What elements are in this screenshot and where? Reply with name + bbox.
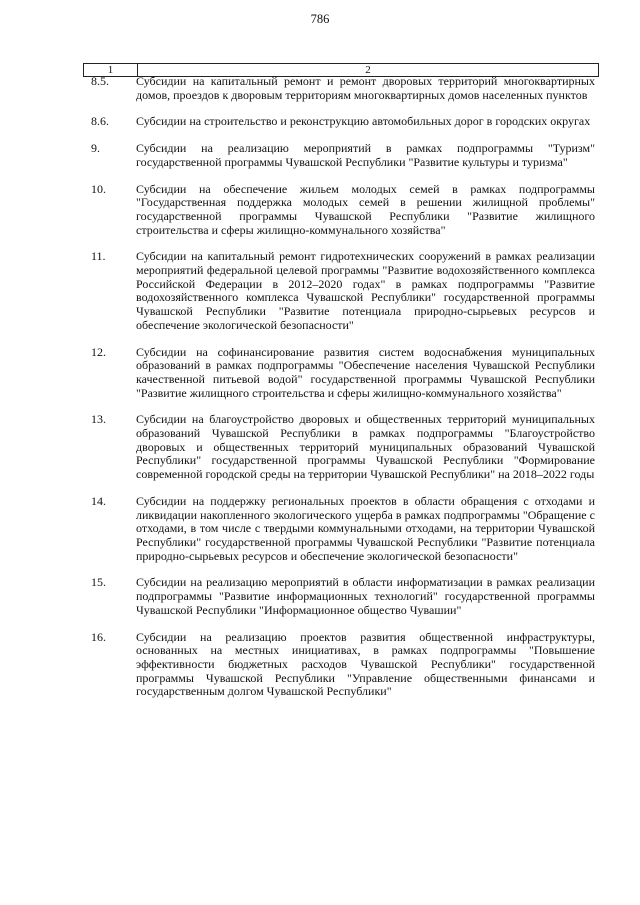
row-text: Субсидии на капитальный ремонт и ремонт дворовых территорий многоквартирных домов, проездов к дворовым территориям многоквартирных домов населенных пунктов bbox=[136, 74, 595, 102]
table-row bbox=[83, 346, 597, 401]
row-number: 11. bbox=[91, 249, 106, 264]
row-text: Субсидии на софинансирование развития систем водоснабжения муниципальных образований в рамках подпрограммы "Обеспечение населения Чувашской Республики качественной питьевой водой" государственной программы Чувашской Республики "Развитие жилищного строительства и сферы жилищно-коммунального хозяйства" bbox=[136, 344, 595, 400]
row-text: Субсидии на поддержку региональных проектов в области обращения с отходами и ликвидации накопленного экологического ущерба в рамках подпрограммы "Обращение с отходами, в том числе с твердыми коммунальными отходами, на территории Чувашской Республики" государственной программы Чувашской Республики "Развитие потенциала природно-сырьевых ресурсов и обеспечение экологической безопасности" bbox=[136, 493, 595, 563]
row-number: 14. bbox=[91, 493, 106, 508]
row-text: Субсидии на капитальный ремонт гидротехнических сооружений в рамках реализации мероприятий федеральной целевой программы "Развитие водохозяйственного комплекса Российской Федерации в 2012–2020 годах" в рамках подпрограммы "Развитие водохозяйственного комплекса Чувашской Республики" государственной программы Чувашской Республики "Развитие потенциала природно-сырьевых ресурсов и обеспечение экологической безопасности" bbox=[136, 249, 595, 332]
row-number: 12. bbox=[91, 344, 106, 359]
row-text: Субсидии на строительство и реконструкцию автомобильных дорог в городских округах bbox=[136, 114, 591, 129]
header-col-1: 1 bbox=[84, 64, 138, 76]
table-row bbox=[83, 495, 597, 564]
header-col-2: 2 bbox=[365, 64, 371, 76]
table-row bbox=[83, 183, 597, 238]
row-number: 16. bbox=[91, 629, 106, 644]
table-row bbox=[83, 631, 597, 700]
row-text: Субсидии на реализацию мероприятий в рамках подпрограммы "Туризм" государственной программы Чувашской Республики "Развитие культуры и туризма" bbox=[136, 141, 595, 169]
row-text: Субсидии на благоустройство дворовых и общественных территорий муниципальных образований Чувашской Республики в рамках подпрограммы "Благоустройство дворовых и общественных территорий муниципальных образований Чувашской Республики" государственной программы Чувашской Республики "Формирование современной городской среды на территории Чувашской Республики" на 2018–2022 годы bbox=[136, 412, 595, 482]
row-number: 8.5. bbox=[91, 74, 109, 88]
table-row bbox=[83, 250, 597, 332]
table-row bbox=[83, 576, 597, 617]
row-text: Субсидии на обеспечение жильем молодых семей в рамках подпрограммы "Государственная поддержка молодых семей в решении жилищной проблемы" государственной программы Чувашской Республики "Развитие жилищного строительства и сферы жилищно-коммунального хозяйства" bbox=[136, 181, 595, 237]
table-body bbox=[83, 75, 597, 712]
page-number: 786 bbox=[310, 12, 330, 26]
row-number: 9. bbox=[91, 141, 100, 156]
table-row bbox=[83, 115, 597, 129]
table-row bbox=[83, 75, 597, 102]
row-number: 10. bbox=[91, 181, 106, 196]
row-number: 8.6. bbox=[91, 114, 109, 129]
table-row bbox=[83, 413, 597, 482]
table-row bbox=[83, 142, 597, 169]
row-number: 15. bbox=[91, 575, 106, 590]
row-text: Субсидии на реализацию мероприятий в области информатизации в рамках реализации подпрограммы "Развитие информационных технологий" государственной программы Чувашской Республики "Информационное общество Чувашии" bbox=[136, 575, 595, 617]
row-number: 13. bbox=[91, 412, 106, 427]
row-text: Субсидии на реализацию проектов развития общественной инфраструктуры, основанных на местных инициативах, в рамках подпрограммы "Повышение эффективности бюджетных расходов Чувашской Республики" государственной программы Чувашской Республики "Управление общественными финансами и государственным долгом Чувашской Республики" bbox=[136, 629, 595, 699]
